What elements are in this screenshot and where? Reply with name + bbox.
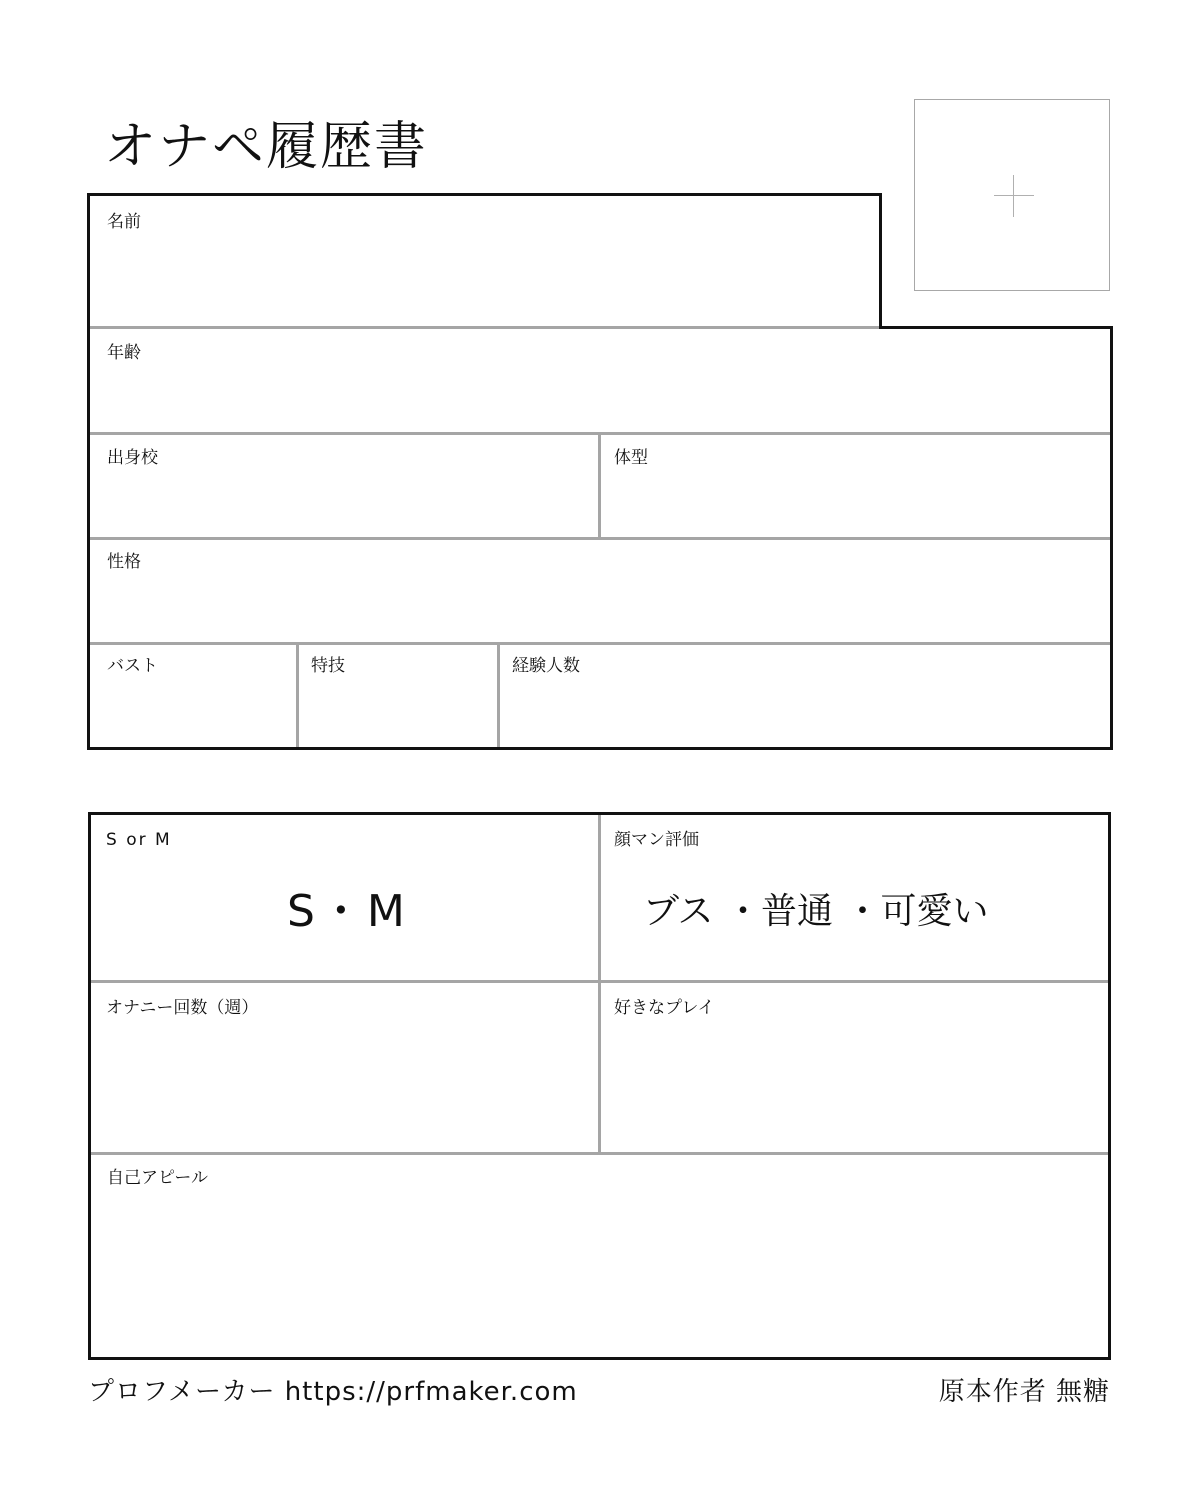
school-label: 出身校 [107, 448, 158, 468]
body-type-label: 体型 [614, 448, 648, 468]
footer-maker-credit: プロフメーカー https://prfmaker.com [88, 1377, 578, 1407]
personality-field[interactable] [90, 540, 1110, 642]
favorite-play-field[interactable] [601, 983, 1108, 1152]
skill-field[interactable] [299, 645, 497, 747]
body-type-field[interactable] [601, 435, 1110, 537]
school-field[interactable] [90, 435, 598, 537]
bust-label: バスト [107, 656, 158, 676]
upper-border-bottom [87, 747, 1113, 750]
s-or-m-options[interactable]: S・M [287, 886, 409, 937]
footer-author-credit: 原本作者 無糖 [938, 1377, 1110, 1407]
face-rating-label: 顔マン評価 [614, 830, 699, 850]
photo-upload-box[interactable] [914, 99, 1110, 291]
bust-field[interactable] [90, 645, 296, 747]
age-field[interactable] [90, 329, 1110, 432]
name-field[interactable] [90, 196, 879, 326]
s-or-m-label: S or M [106, 830, 172, 850]
self-pr-label: 自己アピール [107, 1168, 208, 1188]
plus-icon-vertical [1013, 175, 1014, 217]
s-or-m-field[interactable] [91, 815, 598, 980]
favorite-play-label: 好きなプレイ [614, 998, 715, 1018]
self-pr-field[interactable] [91, 1155, 1108, 1357]
personality-label: 性格 [107, 552, 141, 572]
face-rating-field[interactable] [601, 815, 1108, 980]
upper-border-right [1110, 326, 1113, 750]
skill-label: 特技 [311, 656, 345, 676]
masturbation-count-label: オナニー回数（週） [106, 998, 259, 1018]
lower-border-bottom [88, 1357, 1111, 1360]
experience-field[interactable] [500, 645, 1110, 747]
face-rating-options[interactable]: ブス ・普通 ・可愛い [643, 891, 989, 932]
page-title: オナペ履歴書 [104, 117, 429, 177]
upper-border-notch-vertical [879, 193, 882, 329]
plus-icon [994, 195, 1034, 196]
name-label: 名前 [107, 212, 141, 232]
age-label: 年齢 [107, 343, 141, 363]
lower-border-right [1108, 812, 1111, 1360]
experience-label: 経験人数 [512, 656, 580, 676]
masturbation-count-field[interactable] [91, 983, 598, 1152]
